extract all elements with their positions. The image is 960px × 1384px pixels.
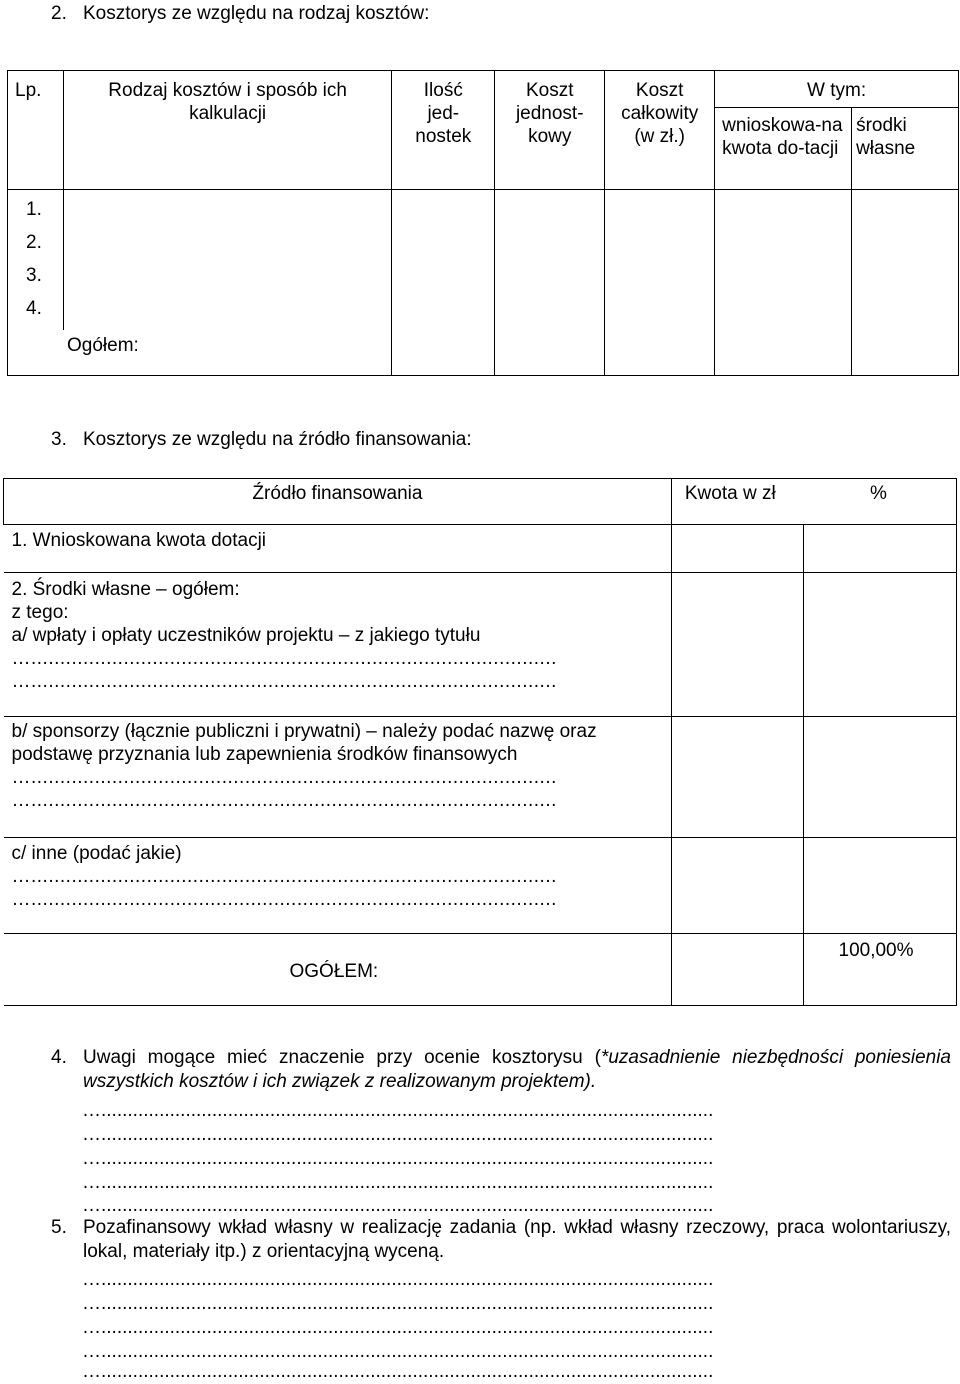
section-2-number: 2. [51, 3, 67, 24]
header-total-cost: Koszt całkowity (w zł.) [605, 71, 715, 190]
fill-line: ….................................................................................................................... [82, 1269, 714, 1290]
section-5-number: 5. [51, 1217, 67, 1238]
table-row [8, 225, 959, 260]
row-sponsors [4, 717, 672, 838]
fill-line: …........................................................................................... [11, 889, 557, 910]
total-percent: 100,00% [803, 934, 956, 1006]
row-number: 1. [8, 190, 64, 225]
row-requested-grant: 1. Wnioskowana kwota dotacji [4, 525, 672, 573]
row-number: 2. [8, 225, 64, 260]
fill-line: …........................................................................................... [11, 866, 557, 887]
table-row [8, 260, 959, 295]
fill-line: ….................................................................................................................... [82, 1124, 714, 1145]
header-unit-cost: Koszt jednost-kowy [495, 71, 605, 190]
funding-source-table [3, 478, 957, 1006]
fill-line: ….................................................................................................................... [82, 1341, 714, 1362]
row-own-funds [4, 573, 672, 717]
section-4-text-plain: Uwagi mogące mieć znaczenie przy ocenie kosztorysu ( [83, 1047, 601, 1068]
section-3-number: 3. [51, 429, 67, 450]
header-amount: Kwota w zł [671, 479, 803, 525]
section-4-number: 4. [51, 1047, 67, 1068]
sponsors-label: b/ sponsorzy (łącznie publiczni i prywatni) – należy podać nazwę oraz podstawę przyznania lub zapewnienia środków finansowych [11, 721, 597, 765]
table-total-row [4, 934, 957, 1006]
other-label: c/ inne (podać jakie) [11, 843, 182, 864]
fill-line: ….................................................................................................................... [82, 1317, 714, 1338]
header-requested-grant: wnioskowa-na kwota do-tacji [715, 108, 852, 190]
table-row [8, 295, 959, 330]
row-other [4, 838, 672, 934]
fill-line: ….................................................................................................................... [82, 1100, 714, 1121]
section-4-text [83, 1046, 951, 1094]
section-3-title: Kosztorys ze względu na źródło finansowania: [83, 429, 472, 450]
total-label: Ogółem: [8, 330, 392, 376]
table-row [4, 573, 957, 717]
fill-line: ….................................................................................................................... [82, 1361, 714, 1382]
section-4-text-italic: *uzasadnienie niezbędności poniesienia wszystkich kosztów i ich związek z realizowanym projektem). [83, 1047, 952, 1092]
fill-line: …........................................................................................... [11, 648, 557, 669]
cost-type-table [7, 70, 959, 376]
table-row [4, 525, 957, 573]
own-funds-label: 2. Środki własne – ogółem: [11, 579, 240, 600]
row-number: 4. [8, 295, 64, 330]
header-lp: Lp. [8, 71, 64, 190]
fill-line: ….................................................................................................................... [82, 1195, 714, 1216]
total-label: OGÓŁEM: [4, 934, 672, 1006]
fill-line: ….................................................................................................................... [82, 1148, 714, 1169]
table-total-row [8, 330, 959, 376]
fill-line: …........................................................................................... [11, 790, 557, 811]
participant-fees-label: a/ wpłaty i opłaty uczestników projektu – z jakiego tytułu [11, 625, 481, 646]
row-number: 3. [8, 260, 64, 295]
fill-line: …........................................................................................... [11, 767, 557, 788]
header-unit-count: Ilość jed-nostek [392, 71, 495, 190]
table-row [4, 838, 957, 934]
fill-line: ….................................................................................................................... [82, 1293, 714, 1314]
header-w-tym: W tym: [715, 71, 959, 108]
own-funds-sub: z tego: [11, 602, 69, 623]
table-row [8, 190, 959, 225]
header-cost-type: Rodzaj kosztów i sposób ich kalkulacji [63, 71, 391, 190]
header-own-funds: środki własne [852, 108, 959, 190]
header-funding-source: Źródło finansowania [4, 479, 672, 525]
section-5-text: Pozafinansowy wkład własny w realizację zadania (np. wkład własny rzeczowy, praca wolontariuszy, lokal, materiały itp.) z orientacyjną wyceną. [83, 1217, 951, 1262]
table-row [4, 717, 957, 838]
fill-line: ….................................................................................................................... [82, 1172, 714, 1193]
fill-line: …........................................................................................... [11, 671, 557, 692]
header-percent: % [803, 479, 956, 525]
section-2-title: Kosztorys ze względu na rodzaj kosztów: [83, 3, 430, 24]
